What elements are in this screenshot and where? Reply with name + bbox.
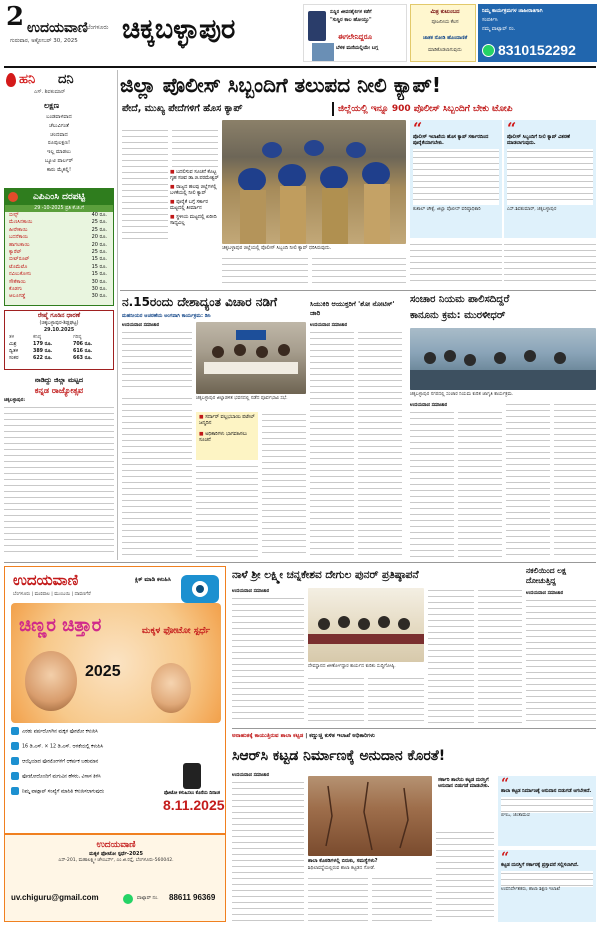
vegetable-icon [8,192,18,202]
honey-line: ಬಂಡವಾಳವಾದ [46,114,72,120]
rajyotsava-body [4,405,114,557]
silk-type: ಸಂಕರ [9,356,19,361]
item-name: ಬೀಟ್‌ರೂಟ್ [9,256,30,263]
oath-headline: ನ.15ರಂದು ದೇಶಾದ್ಯಂತ ವಿಚಾರ ನಡಿಗೆ [122,295,278,309]
oath-bullets [196,412,258,460]
ad1-line4: ಬೆಳಕ ಮನೆಯಲ್ಲಿಯೇ ಬಗ್ಗ [336,45,379,51]
contest-brand: ಉದಯವಾಣಿ [13,571,79,589]
masthead [0,0,600,66]
quote-mark-icon: “ [501,776,510,792]
temple-photo-art [308,588,424,662]
quote2-author: ಎಸ್.ಶಿವಕುಮಾರ್, ಚಿಕ್ಕಬಳ್ಳಾಪುರ [507,207,557,213]
temple-body-col4 [428,588,474,724]
deadline-label: ಫೋಟೋ ಕಳುಹಿಸಲು ಕೊನೆಯ ದಿನಾಂಕ [163,791,221,796]
table-row [5,264,113,271]
rule-text: ನಿಮ್ಮ ವಾಟ್ಸಾಪ್ ಸಂಖ್ಯೆಗೆ ಮಾಹಿತಿ ಕಳುಹಿಸಲಾಗುವುದು [22,789,105,795]
paper-name: ಉದಯವಾಣಿ [27,20,88,36]
school-body-col2 [308,876,368,922]
honey-line: ಇಲ್ಲ ಮಾಡಲು [46,149,72,156]
item-price: 20 ರೂ. [91,234,107,241]
ad-matrimony [410,4,476,62]
school-banner-b: ಕಣ್ಣುಚ್ಚಿ ಕುಳಿತ ಇಲಾಖೆ ಅಧಿಕಾರಿಗಳು [309,733,375,739]
temple-body-col1 [232,596,304,724]
main-body-col4 [312,256,406,286]
silk-type: ದ್ವಿತಳಿ [9,349,19,354]
school-body-col1 [232,780,304,922]
school-photo [308,776,432,856]
rule-text: ಎರಡು ವರ್ಷದೊಳಗಿನ ಮಕ್ಕಳ ಫೋಟೋ ಕಳುಹಿಸಿ [22,729,98,735]
main-quote-2 [504,120,596,238]
table-row [5,293,113,300]
quote2-text: ಪೊಲೀಸ್ ಸಿಬ್ಬಂದಿಗೆ ನೀಲಿ ಕ್ಯಾಪ್ ವಿತರಣೆ ಮಾಡಲಾಗುವುದು. [507,135,570,147]
item-name: ಕ್ಯಾರೆಟ್ [9,249,22,256]
item-price: 25 ರೂ. [91,219,107,226]
oath-byline: ಉದಯವಾಣಿ ಸಮಾಚಾರ [122,323,160,328]
item-name: ಬೀನ್ಸ್ [9,212,19,218]
bullet-text: ಅಧಿಕಾರಿಗಳು ಭಾಗವಹಿಸಲು ಸೂಚನೆ [199,431,248,444]
rajyotsava-headline: ಕನ್ನಡ ರಾಜ್ಯೋತ್ಸವ [34,386,84,395]
bullet-text: ಪೂರೈಕೆ ಬಗ್ಗೆ ಸರ್ಕಾರ ಮಟ್ಟದಲ್ಲಿ ತೀರ್ಮಾನ [170,200,208,211]
story-rajyotsava [4,376,114,562]
ad3-phone: 8310152292 [498,42,576,58]
meeting-photo-art [196,322,306,394]
item-name: ಕೊಡಗು [9,286,23,293]
police-photo [222,120,406,244]
temple-photo-caption: ದೇವಸ್ಥಾನದ ಜೀರ್ಣೋದ್ಧಾರ ಕಾರ್ಯದ ಕುರಿತು ಸುದ್ದಿಗೋಷ್ಠಿ. [308,664,396,669]
apmc-rows [5,212,113,301]
honey-byline: ಎಸ್. ಶಿವಕುಮಾರ್ [34,89,66,95]
item-price: 15 ರೂ. [91,271,107,278]
bullet-text: ಬದಲಿಸುವ ಸೂಚನೆ ಕೊಟ್ಟ ಗೃಹ ಸಚಿವ ಡಾ.ಜಿ.ಪರಮೇಶ್ವರ್ [170,170,219,181]
main-subhead-right: ಜಿಲ್ಲೆಯಲ್ಲಿ ಇನ್ನೂ 900 ಪೊಲೀಸ್ ಸಿಬ್ಬಂದಿಗೆ ಬೇಕು ಟೋಪಿ [338,104,513,114]
traffic-body-col3 [506,402,550,558]
honey-line: ಚೆಲುವಿಗಂತೆ [48,122,69,129]
item-name: ಸೌತೆಕಾಯಿ [9,278,26,285]
contest-year: 2025 [85,663,121,680]
school-quote1-text: ಶಾಲಾ ಕಟ್ಟಡ ನಿರ್ಮಾಣಕ್ಕೆ ಅನುದಾನ ಬಿಡುಗಡೆ ಆಗಬೇಕಿದೆ. [501,789,592,794]
contest-whatsapp[interactable]: 88611 96369 [169,893,216,902]
banner-separator: | [305,733,310,739]
school-quote2-text: ಕಟ್ಟಡ ದುರಸ್ತಿಗೆ ಸರ್ಕಾರಕ್ಕೆ ಪ್ರಸ್ತಾವನೆ ಸಲ್ಲಿಸಲಾಗಿದೆ. [501,863,579,868]
traffic-headline-b: ಕಾನೂನು ಕ್ರಮ: ಮುರಳೀಧರ್ [410,310,506,321]
silk-min: 389 ರೂ. [32,349,53,354]
bullet-item: ■ ಸರ್ದಾರ್ ವಲ್ಲಭಬಾಯಿ ಪಟೇಲ್ ಜನ್ಮದಿನ [199,415,255,427]
table-row [5,348,113,355]
table-row [5,249,113,256]
item-price: 25 ರೂ. [91,226,107,233]
bullet-text: ಸರ್ದಾರ್ ವಲ್ಲಭಬಾಯಿ ಪಟೇಲ್ ಜನ್ಮದಿನ [199,415,255,427]
temple-byline: ಉದಯವಾಣಿ ಸಮಾಚಾರ [232,589,270,594]
rule-icon [11,772,19,780]
school-quote1-author: ಬಿಇಒ, ಚಿಂತಾಮಣಿ [501,813,530,819]
rule-mid [4,562,596,563]
notice-byline: ಉದಯವಾಣಿ ಸಮಾಚಾರ [310,323,348,328]
item-name: ಹೀರೇಕಾಯಿ [9,226,28,233]
ad1-line3: ಈಗಲೇನಿದ್ದರೂ [338,33,372,41]
quote-mark-icon: “ [507,119,517,138]
column-rule-left [117,70,118,560]
contest-tagline: ಕ್ಲಿಕ್ ಮಾಡಿ ಕಳುಹಿಸಿ [135,577,171,583]
school-photo-caption: ಶಿಥಿಲಾವಸ್ಥೆಯಲ್ಲಿರುವ ಶಾಲಾ ಕಟ್ಟಡದ ಗೋಡೆ. [308,866,376,871]
item-price: 40 ರೂ. [91,212,107,218]
honey-brand-a: ಹನಿ [19,72,36,87]
apmc-title: ಎಪಿಎಂಸಿ ದರಪಟ್ಟಿ [32,192,86,202]
honey-line: ಬ್ಯೂಟಿ ಪಾರ್ಲರ್ [44,157,74,164]
table-row [5,227,113,234]
notice-headline: ಸಿಯುಕಿರಿ ಆಯುಕ್ತರಿಗೆ 'ಶೋ ನೋಟಿಸ್' ಜಾರಿ [310,300,395,317]
school-quote-1 [498,776,596,846]
rule-icon [11,757,19,765]
honey-lines [10,113,108,175]
ad3-line1: ನಿಮ್ಮ ಕಾರ್ಯಕ್ರಮಗಳ ಜಾಹೀರಾತಿಗಾಗಿ [482,8,543,14]
ad2-line2: ಪೂಜನೀಯ ಕೆಲಸ [431,20,459,25]
rajyotsava-place: ಚಿಕ್ಕಬಳ್ಳಾಪುರ: [4,398,26,403]
table-row [5,341,113,348]
ad-whatsapp [478,4,597,62]
right-story-byline: ಉದಯವಾಣಿ ಸಮಾಚಾರ [526,591,564,596]
apmc-price-table [4,188,114,306]
side-note-text: ಸರ್ಕಾರಿ ಶಾಲೆಯ ಕಟ್ಟಡ ದುರಸ್ತಿಗೆ ಅನುದಾನ ಬಿಡುಗಡೆ ಮಾಡಬೇಕು. [438,778,490,790]
item-name: ಆಲೂಗಡ್ಡೆ [9,293,26,300]
footer-brand: ಉದಯವಾಣಿ [96,840,136,850]
silk-title: ರೇಷ್ಮೆ ಗೂಡಿನ ಧಾರಣೆ [37,312,81,319]
school-banner [232,730,596,742]
masthead-rule [4,66,596,68]
ad1-line2: "ಸುಸ್ಥಿರ ಕಾಲ ಹೋಯ್ತು" [330,17,372,23]
temple-body-col2 [308,676,364,724]
silk-type: ಮಿಶ್ರ [9,342,17,347]
item-name: ಬದನೆಕಾಯಿ [9,234,28,241]
police-photo-caption: ಚಿಕ್ಕಬಳ್ಳಾಪುರ ಜಿಲ್ಲೆಯಲ್ಲಿ ಪೊಲೀಸ್ ಸಿಬ್ಬಂದಿ ನೀಲಿ ಕ್ಯಾಪ್ ಧರಿಸಿರುವುದು. [222,246,332,251]
rule-item [11,772,161,781]
silk-min: 622 ರೂ. [32,356,53,361]
honey-line: ಚಂದವಾದ [50,131,68,138]
traffic-photo [410,328,596,390]
school-photo-art [308,776,432,856]
silk-rows [5,334,113,362]
table-row [5,242,113,249]
quote1-more [413,149,499,205]
item-name: ಹಾಗಲಕಾಯಿ [9,241,30,248]
table-row [5,279,113,286]
item-price: 30 ರೂ. [91,293,107,300]
main-body-col3 [222,256,308,286]
school-body-col3 [372,876,432,922]
item-price: 25 ರೂ. [91,249,107,256]
school-quote1-more [501,797,593,813]
oath-body-col1 [122,330,192,392]
honey-line: ಕಾರು ಮೈಕಲ್ಲಿ! [46,166,72,173]
apmc-subtitle: 29 -10-2025 ಪ್ರತಿ ಕೆ.ಜಿ.ಗೆ [5,205,113,212]
silk-head: ಕನಿಷ್ಠ [32,335,42,340]
rule-text: 16 ಡಿ.ಎಸ್. × 12 ಡಿ.ಎಸ್. ಅಳತೆಯಲ್ಲಿ ಕಳುಹಿಸಿ [22,744,104,750]
school-body-col4 [436,830,494,922]
silk-head-row [5,334,113,341]
honey-title: ಲಕ್ಷಣ [44,101,60,110]
whatsapp-icon [482,44,495,57]
honey-brand-b: ದನಿ [58,72,74,87]
subhead-divider [332,102,334,116]
main-subhead-left: ಪೇದೆ, ಮುಖ್ಯ ಪೇದೆಗಳಿಗೆ ಹೊಸ ಕ್ಯಾಪ್ [122,103,243,114]
item-name: ನವಿಲುಕೋಸು [9,271,32,278]
contest-deadline-box [163,763,225,825]
quote-mark-icon: “ [501,850,510,866]
silk-head: ತಳಿ [9,335,15,340]
table-row [5,234,113,241]
appliance-graphic [312,43,334,61]
phone-icon [183,763,201,789]
traffic-headline-a: ಸಂಚಾರ ನಿಯಮ ಪಾಲಿಸದಿದ್ದರೆ [410,294,510,305]
table-row [5,219,113,226]
rule-icon [11,742,19,750]
print-registration-marks [0,922,600,928]
silk-price-table [4,310,114,370]
bullet-item: ■ ಬದಲಿಸುವ ಸೂಚನೆ ಕೊಟ್ಟ ಗೃಹ ಸಚಿವ ಡಾ.ಜಿ.ಪರಮೇಶ್ವರ್ [170,170,219,181]
meeting-photo [196,322,306,394]
table-row [5,355,113,362]
footer-address: ಎಸ್-201, ಮಹಾಲಕ್ಷ್ಮೀ ಚೇಂಬರ್ಸ್, ಎಂ.ಜಿ.ರಸ್ತೆ, ಬೆಂಗಳೂರು-560042. [58,858,174,863]
bullet-text: ಸ್ಥಳೀಯ ಮಟ್ಟದಲ್ಲಿ ಖರೀದಿ ಸಾಧ್ಯವಿಲ್ಲ [170,215,217,226]
quote1-author: ಕುಶಾಲ್ ಚೌಕ್ಸೆ, ಜಿಲ್ಲಾ ಪೊಲೀಸ್ ವರಿಷ್ಠಾಧಿಕಾರಿ [413,207,481,213]
school-byline: ಉದಯವಾಣಿ ಸಮಾಚಾರ [232,773,270,778]
contest-title: ಚಿಣ್ಣರ ಚಿತ್ತಾರ [19,615,102,636]
bullet-item: ■ ರಾಜ್ಯದ ಹಲವು ಜಿಲ್ಲೆಗಳಲ್ಲಿ ಬಳಕೆಯಲ್ಲಿ ನೀಲಿ ಕ್ಯಾಪ್ [170,185,217,196]
rule-lower [232,728,596,729]
ad2-line3: ಜಾತಕ ನೋಡಿ ಹೊಂದಾಣಿಕೆ [422,35,468,41]
table-row [5,271,113,278]
table-row [5,286,113,293]
oath-body-col2 [122,396,192,558]
main-body-col2 [172,128,218,168]
bullet-text: ರಾಜ್ಯದ ಹಲವು ಜಿಲ್ಲೆಗಳಲ್ಲಿ ಬಳಕೆಯಲ್ಲಿ ನೀಲಿ ಕ್ಯಾಪ್ [170,185,217,196]
quote2-more [507,149,593,205]
rule-text: ಆಯ್ಕೆಯಾದ ಫೋಟೋಗಳಿಗೆ ಆಕರ್ಷಕ ಬಹುಮಾನ [22,759,99,765]
school-quote-2 [498,850,596,922]
whatsapp-label: ವಾಟ್ಸಾಪ್ ನಂ. [137,896,159,901]
main-quote-1 [410,120,502,238]
ad3-line2: ಸಂಪರ್ಕಿಸಿ [482,17,498,23]
traffic-body-col1 [410,410,454,558]
item-price: 15 ರೂ. [91,263,107,270]
contest-ad [4,566,226,922]
main-body-col5 [410,242,502,286]
silk-max: 616 ರೂ. [72,349,93,354]
notice-body-col1 [310,330,354,558]
rule-icon [11,727,19,735]
whatsapp-icon [123,894,133,904]
apmc-title-bar [5,189,113,205]
ad1-line1: ಸುಸ್ಥಿರ ಜೀವನಶೈಲಿಗಳ ಕಡೆಗೆ [330,10,372,15]
item-price: 20 ರೂ. [91,241,107,248]
ad3-line3: ನಮ್ಮ ವಾಟ್ಸಾಪ್ ನಂ. [482,26,516,32]
child-photo-1 [151,663,191,713]
school-photo-label: ಶಾಲಾ ಕೊಠಡಿಗಳಲ್ಲಿ ಬಿರುಕು, ಸಮಸ್ಯೆಗಳು? [308,858,378,864]
contest-name: ಮಕ್ಕಳ ಫೋಟೋ ಸ್ಪರ್ಧೆ [141,626,211,636]
footer-contact [11,893,221,907]
school-quote2-more [501,871,593,887]
item-name: ಟೊಮೆಟೊ [9,263,28,270]
main-body-col6 [504,242,596,286]
contest-email[interactable]: uv.chiguru@gmail.com [11,893,99,902]
rule-under-main [120,290,596,291]
silk-date: 29.10.2025 [43,328,75,333]
item-price: 30 ರೂ. [91,278,107,285]
contest-rules [11,727,161,796]
table-row [5,256,113,263]
edition-name: ಚಿಕ್ಕಬಳ್ಳಾಪುರ [122,14,236,45]
school-quote2-author: ಉಪನಿರ್ದೇಶಕರು, ಶಾಲಾ ಶಿಕ್ಷಣ ಇಲಾಖೆ [501,887,561,893]
rule-item [11,727,161,736]
footer-title: ಮಕ್ಕಳ ಫೋಟೋ ಸ್ಪರ್ಧೆ-2025 [89,851,143,857]
traffic-photo-art [410,328,596,390]
dateline: ಗುರುವಾರ, ಅಕ್ಟೋಬರ್ 30, 2025 [10,38,78,44]
item-price: 15 ರೂ. [91,256,107,263]
school-side-note [436,776,494,826]
honey-dani-box [4,71,114,183]
police-photo-art [222,120,406,244]
rule-item [11,742,161,751]
rule-text: ಫೋಟೋದೊಂದಿಗೆ ಮಗುವಿನ ಹೆಸರು, ವಿಳಾಸ ತಿಳಿಸಿ [22,774,101,780]
temple-photo [308,588,424,662]
page-number: 2 [6,2,25,32]
oath-body-col4 [196,464,258,558]
rajyotsava-kicker: ನಾಡಿದ್ದು ಜಿಲ್ಲಾ ಮಟ್ಟದ [34,376,84,384]
traffic-body-col4 [554,402,596,558]
right-story-headline: ನಕಲಿಯಿಂದ ಲಕ್ಷ ದೋಚುತ್ತಿದ್ದ [526,566,567,585]
quote1-text: ಪೊಲೀಸ್ ಇಲಾಖೆಯ ಹೊಸ ಕ್ಯಾಪ್ ಸರ್ಕಾರದಿಂದ ಪೂರೈಕೆಯಾಗಬೇಕು. [413,135,489,147]
honey-icon [6,73,16,87]
main-headline: ಜಿಲ್ಲಾ ಪೊಲೀಸ್ ಸಿಬ್ಬಂದಿಗೆ ತಲುಪದ ನೀಲಿ ಕ್ಯಾಪ್! [120,73,441,97]
main-body-col1 [122,128,168,240]
traffic-byline: ಉದಯವಾಣಿ ಸಮಾಚಾರ [410,403,448,408]
right-story-body [526,598,596,724]
contest-footer [5,833,226,922]
silk-subtitle: (ಚಿಕ್ಕಬಳ್ಳಾಪುರ-ಶಿಡ್ಲಘಟ್ಟ) [39,321,79,326]
honey-line: ರೂಪುಲಕ್ಷಣ! [47,140,71,147]
temple-body-col5 [478,588,522,724]
ad2-line1: ಮಿತ್ರ ಕುಟುಂಬದ [430,9,460,15]
silk-max: 663 ರೂ. [72,356,93,361]
silk-min: 179 ರೂ. [32,342,53,347]
contest-editions: ಬೆಂಗಳೂರು | ಮಣಿಪಾಲ | ಮುಂಬಯಿ | ದಾವಣಗೆರೆ [13,592,91,597]
school-headline: ಸಿಆರ್‌ಸಿ ಕಟ್ಟಡ ನಿರ್ಮಾಣಕ್ಕೆ ಅನುದಾನ ಕೊರತೆ! [232,748,446,764]
school-banner-a: ಅನಾಹುತಕ್ಕೆ ಕಾಯುತ್ತಿರುವ ಶಾಲಾ ಕಟ್ಟಡ [232,733,304,739]
silk-max: 706 ರೂ. [72,342,93,347]
meeting-photo-caption: ಚಿಕ್ಕಬಳ್ಳಾಪುರ ಜಿಲ್ಲಾಡಳಿತ ಭವನದಲ್ಲಿ ನಡೆದ ಪೂರ್ವಭಾವಿ ಸಭೆ. [196,396,288,401]
rule-icon [11,787,19,795]
notice-body-col2 [358,330,402,558]
item-price: 30 ರೂ. [91,286,107,293]
silk-head: ಗರಿಷ್ಠ [72,335,82,340]
item-name: ಮೆಣಸಿನಕಾಯಿ [9,219,33,226]
oath-body-col3 [262,412,306,558]
rule-item [11,757,161,766]
temple-headline: ನಾಳೆ ಶ್ರೀ ಲಕ್ಷ್ಮೀ ಚನ್ನಕೇಶವ ದೇಗುಲ ಪುನರ್ ಪ್ರತಿಷ್ಠಾಪನೆ [232,569,419,581]
traffic-photo-caption: ಚಿಕ್ಕಬಳ್ಳಾಪುರ ನಗರದಲ್ಲಿ ಸಂಚಾರ ನಿಯಮ ಕುರಿತ ಜಾಗೃತಿ ಕಾರ್ಯಕ್ರಮ. [410,392,514,397]
quote-mark-icon: “ [413,119,423,138]
bullet-item: ■ ಅಧಿಕಾರಿಗಳು ಭಾಗವಹಿಸಲು ಸೂಚನೆ [199,431,248,444]
temple-body-col3 [368,676,424,724]
bullet-item: ■ ಸ್ಥಳೀಯ ಮಟ್ಟದಲ್ಲಿ ಖರೀದಿ ಸಾಧ್ಯವಿಲ್ಲ [170,215,217,226]
table-row [5,212,113,219]
oath-subhead: ಮಹನೀಯರ ಆಚರಣೆಯ ಅಂಗವಾಗಿ ಕಾರ್ಯಕ್ರಮ: ಡಿಸಿ [122,313,211,319]
ad2-line4: ಮಾಡಿಕೊಡಲಾಗುವುದು [428,48,462,53]
traffic-body-col2 [458,410,502,558]
camera-icon [181,575,219,603]
ad-appliance [303,4,407,62]
paper-city: ಬೆಂಗಳೂರು [86,24,109,31]
child-photo-2 [25,651,77,711]
main-bullet-box [170,170,220,236]
bullet-item: ■ ಪೂರೈಕೆ ಬಗ್ಗೆ ಸರ್ಕಾರ ಮಟ್ಟದಲ್ಲಿ ತೀರ್ಮಾನ [170,200,208,211]
rule-item [11,787,161,796]
deadline-date: 8.11.2025 [163,796,225,813]
phone-graphic [308,11,326,41]
